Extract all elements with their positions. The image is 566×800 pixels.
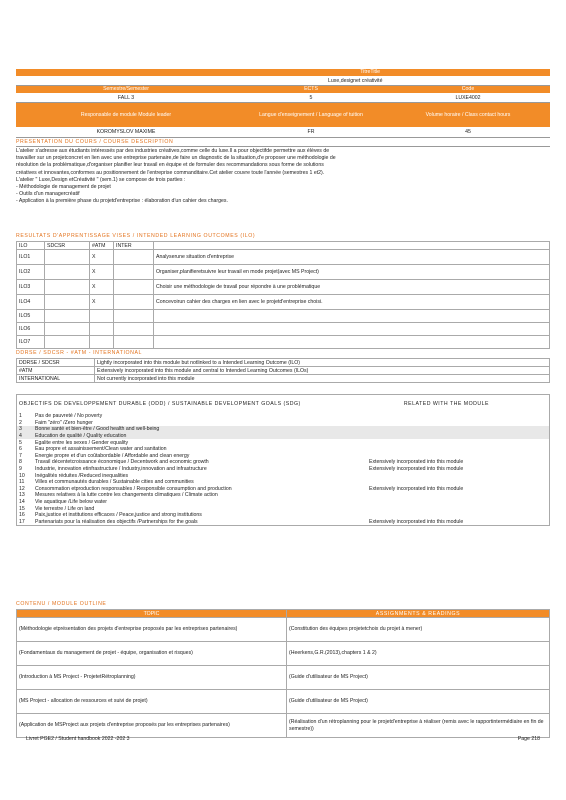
table-row xyxy=(17,459,549,466)
outline-assign: (Guide d'utilisateur de MS Project) xyxy=(287,666,550,690)
table-row xyxy=(17,486,549,493)
sdg-goal: Eau propre et assainissement/Clean water and sanitation xyxy=(35,446,167,453)
table-row xyxy=(17,265,550,280)
legend-value: Extensively incorporated into this module and central to Intended Learning Outcomes (ILOs) xyxy=(95,367,550,375)
table-row xyxy=(17,505,549,512)
presentation-heading-text: PRESENTATION DU COURS / COURSE DESCRIPTION xyxy=(16,139,174,145)
sdg-heading-right: RELATED WITH THE MODULE xyxy=(403,401,489,407)
ilo-header-row xyxy=(17,242,550,250)
table-row xyxy=(17,367,550,375)
table-row xyxy=(17,492,549,499)
sdg-number: 1 xyxy=(19,413,22,420)
sdg-goal: Paix,justice et institutions efficaces / Peace,justice and strong institutions xyxy=(35,512,202,519)
sdg-goal: Faim "zéro" /Zero hunger xyxy=(35,419,93,426)
code-label: Code xyxy=(461,86,475,92)
outline-header-row xyxy=(17,610,550,618)
footer xyxy=(16,735,550,743)
sdg-number: 9 xyxy=(19,466,22,473)
sdg-relation: Extensively incorporated into this module xyxy=(369,485,464,492)
ilo-sdcsr-cell xyxy=(45,265,90,280)
sdg-goal: Vie aquatique /Life below water xyxy=(35,498,108,505)
table-row xyxy=(17,446,549,453)
title-label: TitreTitle xyxy=(360,69,380,75)
sdg-goal: Inégalités réduites /Reduced inequalities xyxy=(35,472,129,479)
sdg-block xyxy=(16,394,550,526)
legend-key: INTERNATIONAL xyxy=(17,375,95,383)
sdg-relation: Extensively incorporated into this module xyxy=(369,466,464,473)
presentation-line: L'atelier " Luxe,Design etCréativité " (sem.1) se compose de trois parties : xyxy=(16,176,186,183)
ilo-mark: X xyxy=(90,250,114,265)
presentation-line: - Outils d'un managercréatif xyxy=(16,191,80,198)
presentation-heading xyxy=(16,138,550,147)
ilo-inter-cell xyxy=(114,336,154,349)
sdg-goal: Consommation etproduction responsables / Responsible consumption and production xyxy=(35,485,232,492)
sdg-table xyxy=(17,413,549,525)
presentation-body xyxy=(16,148,550,206)
table-row xyxy=(17,295,550,310)
table-row xyxy=(17,250,550,265)
table-row xyxy=(17,512,549,519)
table-row xyxy=(17,323,550,336)
ilo-inter-cell xyxy=(114,265,154,280)
leader-values xyxy=(16,128,550,138)
sdg-relation: Extensively incorporated into this module xyxy=(369,518,464,525)
ilo-text xyxy=(154,310,550,323)
ilo-inter-cell xyxy=(114,280,154,295)
ilo-table xyxy=(16,241,550,349)
table-row xyxy=(17,499,549,506)
ilo-id: ILO1 xyxy=(17,250,45,265)
code-value: LUXE4002 xyxy=(455,95,481,101)
sdg-relation xyxy=(367,453,549,460)
legend-key: DDRSE / SDCSR xyxy=(17,359,95,367)
hours-label: Volume horaire / Class contact hours xyxy=(425,112,511,118)
sdg-goal: Pas de pauvreté / No poverty xyxy=(35,413,103,420)
language-label: Langue d'enseignement / Language of tuition xyxy=(259,111,363,118)
ilo-text xyxy=(154,336,550,349)
table-row xyxy=(17,420,549,427)
sdg-number: 17 xyxy=(19,518,25,525)
sdg-relation xyxy=(367,479,549,486)
presentation-line: L'atelier s'adresse aux étudiants intéressés par des industries créatives,comme celle du luxe.Il a pour objectifde permettre aux élèves de xyxy=(16,148,330,154)
sdg-relation xyxy=(367,505,549,512)
outline-col-topic: TOPIC xyxy=(17,610,287,618)
table-row xyxy=(17,479,549,486)
leader-label: Responsable de module Module leader xyxy=(80,112,172,118)
outline-assign: (Heerkens,G.R.(2013),chapters 1 & 2) xyxy=(287,642,550,666)
table-row xyxy=(17,714,550,738)
outline-topic: (Application de MSProject aux projets d'entreprise proposés par les entreprises partenaires) xyxy=(17,714,287,738)
table-row xyxy=(17,433,549,440)
ilo-col-text xyxy=(154,242,550,250)
outline-table xyxy=(16,609,550,738)
sdg-header xyxy=(17,395,549,413)
ilo-col-ilo: ILO xyxy=(17,242,45,250)
sdg-number: 6 xyxy=(19,446,22,453)
ilo-sdcsr-cell xyxy=(45,250,90,265)
sdg-goal: Industrie, innovation etinfrastructure / Industry,innovation and infrastructure xyxy=(35,465,207,472)
sdg-number: 7 xyxy=(19,452,22,459)
outline-heading xyxy=(16,601,550,608)
ilo-text: Organiser,planifieretsuivre leur travail en mode projet(avec MS Project) xyxy=(154,265,550,280)
title-row xyxy=(16,77,550,86)
ilo-text: Concevoirun cahier des charges en lien avec le projetd'entreprise choisi. xyxy=(154,295,550,310)
sdg-goal: Vie terrestre / Life on land xyxy=(35,505,95,512)
ilo-mark xyxy=(90,310,114,323)
sdg-relation xyxy=(367,492,549,499)
sdg-number: 10 xyxy=(19,472,25,479)
table-row xyxy=(17,280,550,295)
ilo-sdcsr-cell xyxy=(45,323,90,336)
sdg-goal: Villes et communautés durables / Sustainable cities and communities xyxy=(35,479,194,486)
table-row xyxy=(17,642,550,666)
hours-value: 45 xyxy=(465,129,471,135)
legend-value: Not currently incorporated into this module xyxy=(95,375,550,383)
semester-value: FALL 3 xyxy=(117,95,135,101)
ilo-inter-cell xyxy=(114,323,154,336)
ilo-mark: X xyxy=(90,280,114,295)
table-row xyxy=(17,336,550,349)
ilo-inter-cell xyxy=(114,295,154,310)
footer-left: Livret PGE2 / Student handbook 2022 -202 3 xyxy=(26,736,130,742)
sdg-number: 14 xyxy=(19,499,25,506)
sdg-number: 5 xyxy=(19,439,22,446)
ilo-heading-text: RESULTATS D'APPRENTISSAGE VISES / INTENDED LEARNING OUTCOMES (ILO) xyxy=(16,233,256,239)
presentation-line: créatives et innovantes,conformes au positionnement de l'entreprise commanditaire.Cet atelier couvre toute l'année (semestres 1 et2). xyxy=(16,169,325,176)
sdg-heading-left: OBJECTIFS DE DEVELOPPEMENT DURABLE (ODD) / SUSTAINABLE DEVELOPMENT GOALS (SDG) xyxy=(19,400,301,407)
outline-assign: (Constitution des équipes projetetchoix du projet à mener) xyxy=(287,618,550,642)
sdg-relation xyxy=(367,472,549,479)
sdg-relation xyxy=(367,446,549,453)
ilo-id: ILO2 xyxy=(17,265,45,280)
outline-topic: (MS Project - allocation de ressources et suivi de projet) xyxy=(17,690,287,714)
sdg-goal: Egalite entre les sexes / Gender equality xyxy=(35,439,129,446)
ilo-id: ILO4 xyxy=(17,295,45,310)
ilo-sdcsr-cell xyxy=(45,280,90,295)
legend-heading xyxy=(16,350,550,357)
table-row xyxy=(17,472,549,479)
legend-heading-text: DDRSE / SDCSR - #ATM - INTERNATIONAL xyxy=(16,350,143,356)
table-row xyxy=(17,375,550,383)
presentation-line: travailler sur un projetconcret en lien avec une entreprise partenaire,de faire un diagnostic de la situation,d'e proposer une méthodologie de xyxy=(16,155,336,162)
sdg-relation xyxy=(367,426,549,433)
ilo-inter-cell xyxy=(114,250,154,265)
ilo-col-inter: INTER xyxy=(114,242,154,250)
sdg-number: 16 xyxy=(19,512,25,519)
table-row xyxy=(17,439,549,446)
leader-value: KOROMYSLOV MAXIME xyxy=(96,129,156,135)
language-value: FR xyxy=(307,129,315,135)
ilo-col-sdcsr: SDCSR xyxy=(45,242,90,250)
ilo-text: Choisir une méthodologie de travail pour répondre à une problématique xyxy=(154,280,550,295)
table-row xyxy=(17,519,549,526)
outline-heading-text: CONTENU / MODULE OUTLINE xyxy=(16,601,107,607)
sdg-number: 13 xyxy=(19,492,25,499)
table-row xyxy=(17,618,550,642)
sdg-relation xyxy=(367,439,549,446)
sdg-number: 12 xyxy=(19,485,25,492)
ects-label: ECTS xyxy=(304,86,318,92)
outline-assign: (Réalisation d'un rétroplanning pour le projetd'entreprise à réaliser (remis avec le rapportintermédiaire en fin de semestre)) xyxy=(287,714,550,738)
presentation-line: - Méthodologie de management de projet xyxy=(16,184,111,191)
outline-topic: (Introduction à MS Project - ProjetetRétroplanning) xyxy=(17,666,287,690)
outline-col-assign: ASSIGNMENTS & READINGS xyxy=(287,610,550,618)
sdg-goal: Travail décentetcroissance économique / Decentwork and economic growth xyxy=(35,459,209,466)
ilo-heading xyxy=(16,233,550,240)
sdg-number: 4 xyxy=(19,433,22,440)
sdg-number: 15 xyxy=(19,505,25,512)
ects-value: 5 xyxy=(309,95,313,101)
outline-topic: (Fondamentaux du management de projet - équipe, organisation et risques) xyxy=(17,642,287,666)
sdg-goal: Energie propre et d'un coûtabordable / Affordable and clean energy xyxy=(35,452,190,459)
ilo-mark xyxy=(90,336,114,349)
sdg-relation xyxy=(367,499,549,506)
leader-header xyxy=(16,103,550,127)
ilo-sdcsr-cell xyxy=(45,336,90,349)
legend-key: #ATM xyxy=(17,367,95,375)
legend-table xyxy=(16,358,550,383)
ilo-id: ILO3 xyxy=(17,280,45,295)
table-row xyxy=(17,666,550,690)
ilo-mark: X xyxy=(90,265,114,280)
top-bar xyxy=(16,69,550,76)
outline-assign: (Guide d'utilisateur de MS Project) xyxy=(287,690,550,714)
ilo-inter-cell xyxy=(114,310,154,323)
table-row xyxy=(17,426,549,433)
semester-values xyxy=(16,94,550,103)
sdg-number: 11 xyxy=(19,479,25,486)
table-row xyxy=(17,310,550,323)
sdg-goal: Education de qualité / Quality education xyxy=(35,432,127,439)
ilo-mark: X xyxy=(90,295,114,310)
sdg-number: 2 xyxy=(19,419,22,426)
ilo-text: Analyserune situation d'entreprise xyxy=(154,250,550,265)
ilo-mark xyxy=(90,323,114,336)
sdg-goal: Bonne santé et bien-être / Good health and well-being xyxy=(35,426,160,433)
table-row xyxy=(17,413,549,420)
ilo-sdcsr-cell xyxy=(45,310,90,323)
table-row xyxy=(17,690,550,714)
table-row xyxy=(17,453,549,460)
sdg-goal: Mesures relatives à la lutte contre les changements climatiques / Climate action xyxy=(35,492,218,499)
semester-header xyxy=(16,86,550,93)
ilo-sdcsr-cell xyxy=(45,295,90,310)
sdg-relation xyxy=(367,420,549,427)
outline-topic: (Méthodologie etprésentation des projets d'entreprise proposés par les entreprises partenaires) xyxy=(17,618,287,642)
sdg-relation: Extensively incorporated into this module xyxy=(369,459,464,466)
ilo-col-atm: #ATM xyxy=(90,242,114,250)
sdg-goal: Partenariats pour la réalisation des objectifs /Partnerships for the goals xyxy=(35,518,198,525)
ilo-id: ILO5 xyxy=(17,310,45,323)
ilo-id: ILO7 xyxy=(17,336,45,349)
sdg-relation xyxy=(367,413,549,420)
footer-page-number: Page 218 xyxy=(517,736,540,742)
presentation-line: - Application à la première phase du projetd'entreprise : élaboration d'un cahier des charges. xyxy=(16,198,228,205)
presentation-line: résolution de la problématique,d'organiser planifier leur travail en équipe et de formuler des recommandations sous forme de solutions xyxy=(16,162,324,169)
table-row xyxy=(17,359,550,367)
table-row xyxy=(17,466,549,473)
ilo-text xyxy=(154,323,550,336)
legend-value: Lightly incorporated into this module but notlinked to a Intended Learning Outcome (ILO) xyxy=(95,359,550,367)
ilo-id: ILO6 xyxy=(17,323,45,336)
semester-label: Semestre/Semester xyxy=(103,86,149,92)
sdg-number: 8 xyxy=(19,459,22,466)
sdg-number: 3 xyxy=(19,426,22,433)
sdg-relation xyxy=(367,512,549,519)
sdg-relation xyxy=(367,433,549,440)
title-value: Luxe,designet créativité xyxy=(328,78,383,84)
